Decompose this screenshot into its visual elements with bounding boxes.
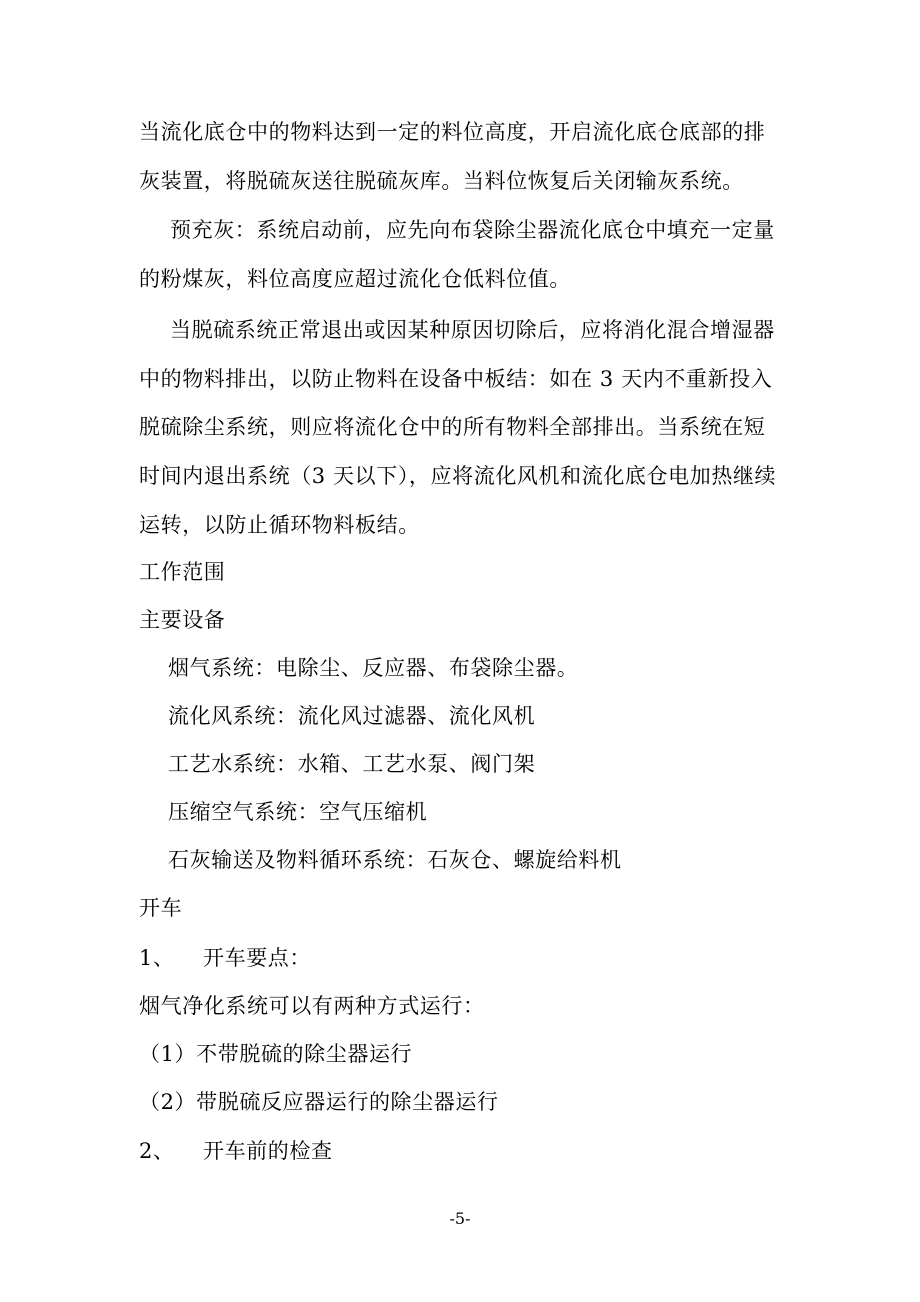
equipment-item: 烟气系统：电除尘、反应器、布袋除尘器。	[168, 656, 579, 680]
heading-main-equipment: 主要设备	[139, 608, 226, 632]
page-number: -5-	[449, 1209, 471, 1228]
equipment-item: 石灰输送及物料循环系统：石灰仓、螺旋给料机	[168, 848, 622, 872]
paragraph-line: 预充灰：系统启动前，应先向布袋除尘器流化底仓中填充一定量	[170, 218, 775, 242]
paragraph-line: 中的物料排出，以防止物料在设备中板结：如在 3 天内不重新投入	[139, 367, 773, 391]
startup-item	[139, 1137, 333, 1165]
heading-startup: 开车	[139, 896, 183, 920]
startup-item-text: 开车要点：	[203, 946, 311, 970]
mode-item: （2）带脱硫反应器运行的除尘器运行	[139, 1090, 499, 1114]
heading-work-scope: 工作范围	[139, 560, 226, 584]
equipment-item: 工艺水系统：水箱、工艺水泵、阀门架	[168, 752, 536, 776]
modes-intro: 烟气净化系统可以有两种方式运行：	[139, 994, 485, 1018]
paragraph-line: 当流化底仓中的物料达到一定的料位高度，开启流化底仓底部的排	[139, 120, 766, 144]
paragraph-line: 灰装置，将脱硫灰送往脱硫灰库。当料位恢复后关闭输灰系统。	[139, 169, 744, 193]
paragraph-line: 运转，以防止循环物料板结。	[139, 513, 420, 537]
equipment-item: 流化风系统：流化风过滤器、流化风机	[168, 704, 536, 728]
paragraph-line: 的粉煤灰，料位高度应超过流化仓低料位值。	[139, 267, 571, 291]
mode-item: （1）不带脱硫的除尘器运行	[139, 1042, 413, 1066]
paragraph-line: 当脱硫系统正常退出或因某种原因切除后，应将消化混合增湿器	[170, 318, 775, 342]
paragraph-line: 时间内退出系统（3 天以下），应将流化风机和流化底仓电加热继续	[139, 464, 777, 488]
paragraph-line: 脱硫除尘系统，则应将流化仓中的所有物料全部排出。当系统在短	[139, 415, 766, 439]
startup-item	[139, 944, 311, 972]
startup-item-number: 1、	[139, 946, 175, 970]
startup-item-number: 2、	[139, 1139, 175, 1163]
startup-item-text: 开车前的检查	[203, 1139, 333, 1163]
equipment-item: 压缩空气系统：空气压缩机	[168, 800, 428, 824]
